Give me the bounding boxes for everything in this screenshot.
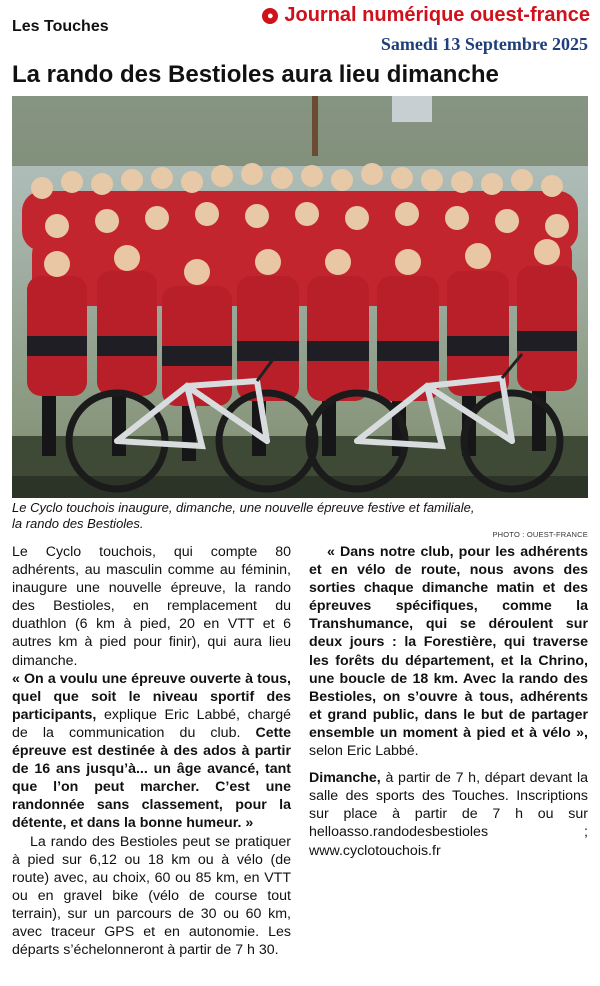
paragraph-club-quote <box>309 543 588 760</box>
article-photo <box>12 96 588 498</box>
section-label: Les Touches <box>12 18 109 35</box>
paragraph-intro: Le Cyclo touchois, qui compte 80 adhérents, au masculin comme au féminin, inaugure une nouvelle épreuve, la rando des Bestioles, en remplacement du duathlon (6 km à pied, 20 en VTT et 6 autres km à pied pour finir), qui aura lieu dimanche. <box>12 544 291 669</box>
article-column-left <box>12 543 291 959</box>
info-lead: Dimanche, <box>309 770 381 787</box>
paragraph-gap <box>309 760 588 769</box>
photo-caption: Le Cyclo touchois inaugure, dimanche, une nouvelle épreuve festive et familiale, la rando des Bestioles. <box>12 500 475 531</box>
brand <box>262 4 590 27</box>
ouest-france-logo-icon: ● <box>262 8 278 24</box>
paragraph-practical-info <box>309 769 588 859</box>
article-headline: La rando des Bestioles aura lieu dimanche <box>12 61 499 88</box>
brand-name: Journal numérique ouest-france <box>284 4 590 26</box>
photo-credit: PHOTO : OUEST-FRANCE <box>492 530 588 539</box>
paragraph-quote <box>12 670 291 833</box>
info-text: à partir de 7 h, départ devant la salle des sports des Touches. Inscriptions sur place à partir de 7 h ou sur helloasso.randodesbestioles ; www.cyclotouchois.fr <box>309 770 588 859</box>
quote-text: Cette épreuve est destinée à des ados à partir de 16 ans jusqu’à... un âge avancé, tant que l’on peut marcher. C’est une randonnée sans classement, pour la détente, et dans la bonne humeur. » <box>12 724 291 832</box>
attribution-text: selon Eric Labbé. <box>309 743 419 760</box>
quote-text: « On a voulu une épreuve ouverte à tous, quel que soit le niveau sportif des participants, <box>12 670 291 723</box>
attribution-text: explique Eric Labbé, chargé de la communication du club. <box>12 706 291 741</box>
quote-text: « Dans notre club, pour les adhérents et en vélo de route, nous avons des sorties chaque dimanche matin et des épreuves spécifiques, comme la Transhumance, qui se déroulent sur deux jours : la Forestière, qui traverse les forêts du département, et la Chrino, une boucle de 18 km. Avec la rando des Bestioles, on s’ouvre à tous, adhérents et grand public, dans le but de partager ensemble un moment à pied et à vélo », <box>309 544 588 741</box>
publication-date: Samedi 13 Septembre 2025 <box>380 34 588 54</box>
article-column-right <box>309 543 588 860</box>
paragraph-routes: La rando des Bestioles peut se pratiquer à pied sur 6,12 ou 18 km ou à vélo (de route) avec, au choix, 60 ou 85 km, en VTT ou en gravel bike (vélo de course tout terrain), sur un parcours de 30 ou 60 km, avec traceur GPS et en autonomie. Les départs s’échelonneront à partir de 7 h 30. <box>12 833 291 959</box>
group-photo-illustration <box>12 96 588 498</box>
page-header <box>0 0 600 60</box>
